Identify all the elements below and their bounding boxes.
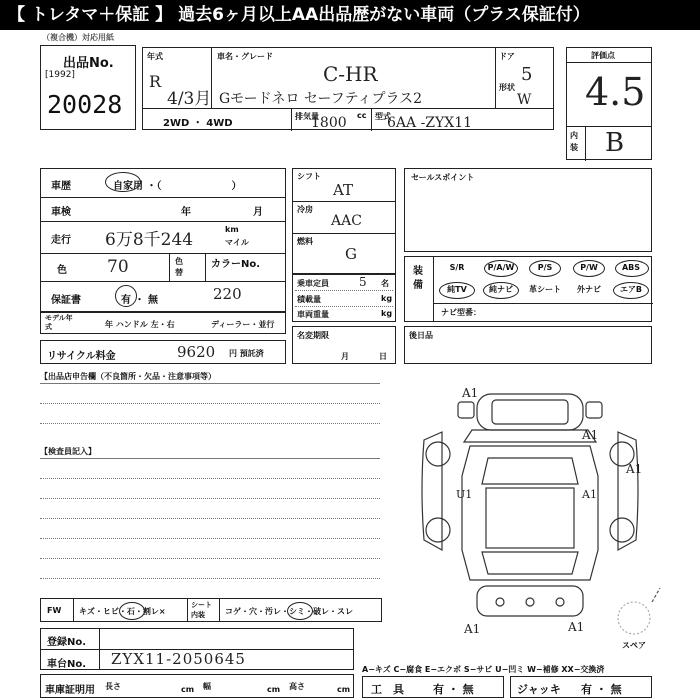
expiry-month: 月 — [341, 352, 349, 361]
fw-row — [40, 598, 382, 622]
chassis-number: ZYX11-2050645 — [111, 650, 246, 668]
equip-tv: 純TV — [447, 285, 467, 294]
expiry-label: 名変期限 — [297, 331, 329, 340]
displacement: 1800 — [311, 115, 347, 131]
equipment-box — [404, 256, 652, 322]
shift: AT — [333, 181, 354, 199]
score-box — [566, 47, 652, 160]
equip-pw: P/W — [580, 263, 598, 272]
top-note: （複合機）対応用紙 — [42, 33, 114, 42]
capacity-box — [292, 274, 396, 322]
lot-box — [40, 45, 136, 130]
mark-rear-right: A1 — [568, 620, 585, 634]
warranty-label: 保証書 — [51, 295, 81, 306]
registration-label: 登録No. — [47, 637, 87, 648]
car-name: C-HR — [323, 62, 378, 86]
inspector-label: 【検査員記入】 — [40, 447, 96, 456]
cert-height-unit: cm — [337, 685, 351, 694]
score-label: 評価点 — [591, 51, 615, 60]
sales-point-box — [404, 168, 652, 252]
cert-length-unit: cm — [181, 685, 195, 694]
registration-box — [40, 628, 354, 670]
doors: 5 — [521, 64, 533, 85]
equip-sr: S/R — [449, 263, 465, 272]
circle-abs — [615, 260, 649, 277]
mark-rear-left: A1 — [464, 622, 481, 636]
equip-ext-navi: 外ナビ — [577, 285, 601, 294]
capacity: 5 — [359, 275, 367, 289]
mileage-label: 走行 — [51, 235, 71, 246]
tools-label: 工 具 — [371, 683, 404, 696]
mark-right-front: A1 — [582, 428, 599, 442]
equip-airbag: エアB — [619, 285, 643, 294]
drive-type: 2WD ・ 4WD — [163, 118, 233, 129]
year-month: 4/3月 — [167, 89, 212, 109]
mark-roof: U1 — [456, 488, 473, 501]
mechanical-box — [292, 168, 396, 274]
seat-label: シート内装 — [191, 601, 212, 619]
inspection-month: 月 — [253, 207, 263, 218]
ac: AAC — [331, 213, 362, 229]
circle-navi — [483, 282, 519, 299]
fw-circle — [119, 602, 145, 620]
fuel-label: 燃料 — [297, 237, 313, 246]
interior-label: 内装 — [570, 131, 578, 152]
jack-label: ジャッキ — [517, 683, 561, 696]
lot-label: 出品No. — [63, 56, 114, 71]
damage-legend: A−キズ C−腐食 E−エクボ S−サビ U−凹ミ W−補修 XX−交換済 — [362, 665, 605, 674]
equip-paw: P/A/W — [487, 263, 515, 272]
shape: W — [517, 92, 532, 108]
recycle-label: リサイクル料金 — [47, 351, 116, 362]
capacity-label: 乗車定員 — [297, 279, 329, 288]
equipment-label: 装備 — [413, 266, 423, 291]
load-unit: kg — [381, 294, 393, 303]
history-circle — [105, 172, 141, 192]
expiry-box — [292, 326, 396, 364]
handle-label: 年 ハンドル 左・右 — [105, 320, 175, 329]
shift-label: シフト — [297, 172, 321, 181]
color-no-label: カラーNo. — [211, 259, 261, 270]
cert-height: 高さ — [289, 682, 305, 691]
color-change-label: 色替 — [175, 257, 183, 277]
recycle-amount: 9620 — [177, 343, 216, 361]
lot-number: 20028 — [47, 90, 123, 119]
circle-ps — [529, 260, 561, 277]
mile-label: マイル — [225, 238, 249, 247]
km-label: km — [225, 225, 239, 234]
history-label: 車歴 — [51, 181, 71, 192]
equip-ps: P/S — [537, 263, 553, 272]
fuel: G — [345, 245, 357, 263]
year-label: 年式 — [147, 52, 163, 61]
garage-cert-label: 車庫証明用 — [45, 685, 95, 696]
capacity-unit: 名 — [381, 279, 389, 288]
model-year-label: モデル年式 — [45, 314, 73, 331]
fw-label: FW — [47, 606, 62, 615]
interior-grade: B — [605, 128, 625, 158]
equip-navi: 純ナビ — [489, 285, 513, 294]
recycle-unit: 円 預託済 — [229, 349, 264, 358]
spare-label: スペア — [622, 641, 646, 650]
history-box — [40, 168, 286, 312]
color-value: 70 — [107, 257, 129, 277]
car-grade: Gモードネロ セーフティプラス2 — [219, 91, 423, 107]
equip-leather: 革シート — [529, 285, 561, 294]
cert-width-unit: cm — [267, 685, 281, 694]
mileage: 6万8千244 — [105, 230, 194, 250]
doors-label: ドア — [499, 52, 515, 61]
mark-right-side: A1 — [626, 462, 643, 476]
load-label: 積載量 — [297, 295, 321, 304]
weight-unit: kg — [381, 309, 393, 318]
dealer-label: ディーラー・並行 — [211, 320, 275, 329]
mark-right-door: A1 — [582, 488, 597, 501]
aftermarket-label: 後日品 — [409, 331, 433, 340]
color-label: 色 — [57, 265, 67, 276]
garage-cert-box — [40, 674, 354, 698]
circle-paw — [484, 260, 518, 277]
seat-items: コゲ・穴・汚レ・シミ・破レ・スレ — [225, 607, 353, 616]
score: 4.5 — [585, 70, 646, 114]
cert-length: 長さ — [105, 682, 121, 691]
ac-label: 冷房 — [297, 205, 313, 214]
circle-airbag — [613, 282, 649, 299]
inspection-label: 車検 — [51, 207, 71, 218]
vehicle-info-box — [142, 47, 554, 130]
inspection-year: 年 — [181, 207, 191, 218]
seat-circle — [287, 602, 313, 620]
warranty-value: 有 ・ 無 — [121, 295, 158, 306]
equip-abs: ABS — [621, 263, 641, 272]
jack-box — [510, 676, 652, 698]
expiry-day: 日 — [379, 352, 387, 361]
car-damage-diagram — [402, 380, 662, 650]
year-code: [1992] — [45, 70, 75, 80]
tools-box — [362, 676, 504, 698]
warranty-circle — [115, 285, 137, 307]
circle-tv — [439, 282, 475, 299]
recycle-row — [40, 340, 286, 364]
history-value: 自家用 ・（ ） — [113, 181, 242, 192]
circle-pw — [573, 260, 605, 277]
era: R — [149, 72, 162, 91]
model-label: 型式 — [375, 112, 391, 121]
model-year-row — [40, 312, 286, 334]
declaration-label: 【出品店申告欄（不良箇所・欠品・注意事項等） — [40, 372, 216, 381]
name-label: 車名・グレード — [217, 52, 273, 61]
cert-width: 幅 — [203, 682, 211, 691]
model-code: 6AA -ZYX11 — [387, 115, 473, 131]
color-no: 220 — [213, 285, 242, 303]
aftermarket-box — [404, 326, 652, 364]
sales-point-label: セールスポイント — [411, 173, 475, 182]
navi-model-label: ナビ型番： — [441, 308, 481, 317]
banner-title: 【 トレタマ＋保証 】 過去6ヶ月以上AA出品歴がない車両（プラス保証付） — [0, 0, 700, 30]
weight-label: 車両重量 — [297, 310, 329, 319]
displacement-label: 排気量 — [295, 112, 319, 121]
mark-front: A1 — [462, 386, 479, 400]
chassis-label: 車台No. — [47, 659, 87, 670]
tools-value: 有 ・ 無 — [433, 683, 474, 696]
shape-label: 形状 — [499, 83, 515, 92]
cc-label: cc — [357, 111, 367, 120]
jack-value: 有 ・ 無 — [581, 683, 622, 696]
fw-items: キズ・ヒビ・石・割レ× — [79, 607, 166, 616]
